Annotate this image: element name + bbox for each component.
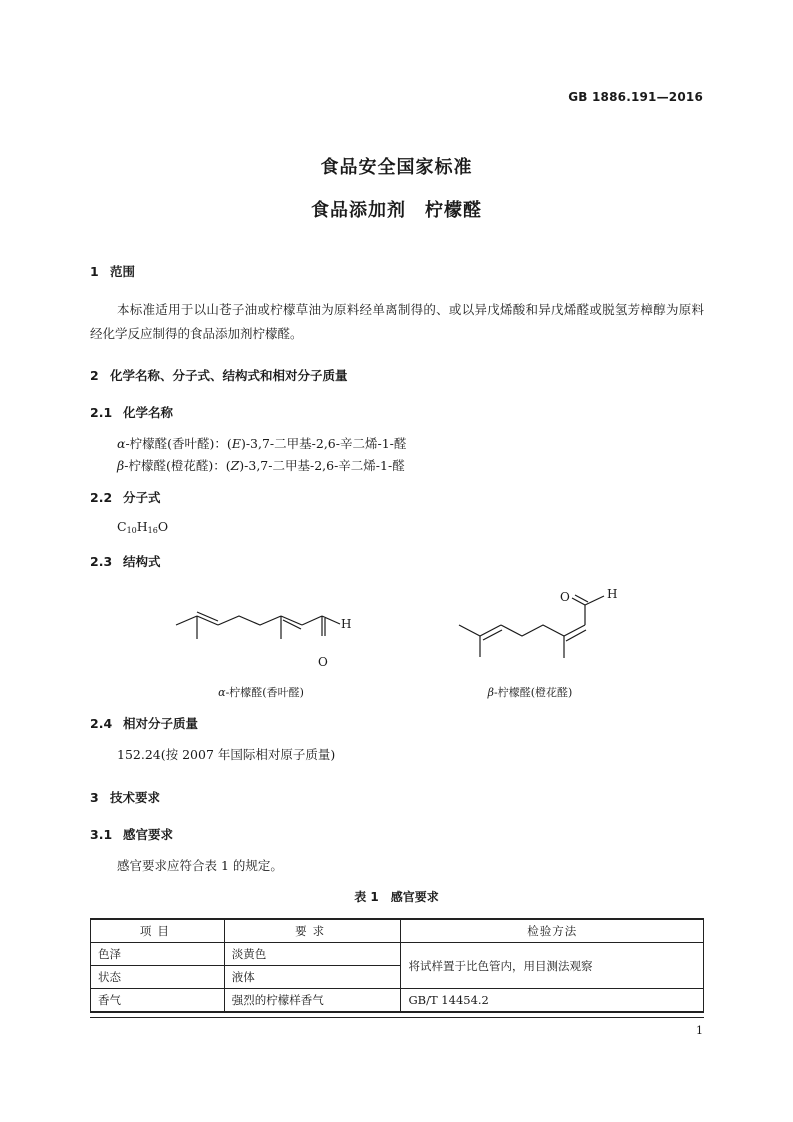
molecular-formula: $C_{10}H_{16}O$ (117, 519, 169, 535)
section-title: 化学名称、分子式、结构式和相对分子质量 (110, 368, 348, 383)
section-title: 分子式 (123, 490, 161, 505)
section-3-1-paragraph: 感官要求应符合表 1 的规定。 (117, 858, 283, 873)
section-2-2-heading (90, 488, 161, 506)
table-cell-item: 状态 (91, 966, 225, 989)
section-number: 3 (90, 790, 99, 805)
table-header-cell: 要求 (224, 919, 401, 943)
section-number: 1 (90, 264, 99, 279)
section-3-heading (90, 788, 160, 806)
table-header-cell: 检验方法 (401, 919, 704, 943)
section-title: 化学名称 (123, 405, 174, 420)
section-title: 结构式 (123, 554, 161, 569)
section-number: 3.1 (90, 827, 113, 842)
alpha-structure-caption: α-柠檬醛(香叶醛) (218, 686, 304, 699)
section-2-heading (90, 366, 348, 384)
atom-h-label: H (607, 587, 618, 601)
section-number: 2.4 (90, 716, 113, 731)
alpha-citral-structure (176, 612, 351, 669)
page-number: 1 (696, 1024, 703, 1037)
section-2-3-heading (90, 552, 161, 570)
section-number: 2 (90, 368, 99, 383)
table-title: 表 1 感官要求 (354, 890, 439, 904)
section-2-4-heading (90, 714, 198, 732)
table-cell-method: 将试样置于比色管内，用目测法观察 (401, 943, 704, 989)
section-number: 2.1 (90, 405, 113, 420)
section-3-1-heading (90, 825, 173, 843)
section-title: 相对分子质量 (123, 716, 199, 731)
molecular-mass-value: 152.24(按 2007 年国际相对原子质量) (117, 747, 336, 762)
table-cell-item: 色泽 (91, 943, 225, 966)
footer-divider (90, 1017, 704, 1018)
table-header-row (91, 919, 704, 943)
section-1-heading (90, 262, 135, 280)
table-cell-method: GB/T 14454.2 (401, 989, 704, 1013)
section-number: 2.3 (90, 554, 113, 569)
table-row (91, 943, 704, 966)
atom-h-label: H (341, 617, 352, 631)
document-title: 食品安全国家标准 (320, 157, 473, 178)
table-cell-item: 香气 (91, 989, 225, 1013)
standard-code: GB 1886.191—2016 (568, 90, 703, 104)
beta-citral-structure (459, 587, 617, 658)
sensory-requirements-table (90, 918, 704, 1013)
alpha-chemical-name: α-柠檬醛(香叶醛)：(E)-3,7-二甲基-2,6-辛二烯-1-醛 (117, 436, 407, 451)
section-1-paragraph: 本标准适用于以山苍子油或柠檬草油为原料经单离制得的、或以异戊烯酸和异戊烯醛或脱氢芳樟醇为原料经化学反应制得的食品添加剂柠檬醛。 (90, 302, 704, 341)
section-number: 2.2 (90, 490, 113, 505)
table-row (91, 989, 704, 1013)
section-title: 感官要求 (123, 827, 174, 842)
beta-chemical-name: β-柠檬醛(橙花醛)：(Z)-3,7-二甲基-2,6-辛二烯-1-醛 (117, 458, 405, 473)
section-title: 范围 (110, 264, 136, 279)
table-cell-requirement: 强烈的柠檬样香气 (224, 989, 401, 1013)
document-subtitle: 食品添加剂 柠檬醛 (311, 200, 482, 221)
section-title: 技术要求 (110, 790, 161, 805)
structural-formulas (0, 580, 793, 680)
atom-o-label: O (560, 590, 570, 604)
table-header-cell: 项目 (91, 919, 225, 943)
beta-structure-caption: β-柠檬醛(橙花醛) (487, 686, 573, 699)
section-2-1-heading (90, 403, 173, 421)
table-cell-requirement: 液体 (224, 966, 401, 989)
atom-o-label: O (318, 655, 328, 669)
table-cell-requirement: 淡黄色 (224, 943, 401, 966)
